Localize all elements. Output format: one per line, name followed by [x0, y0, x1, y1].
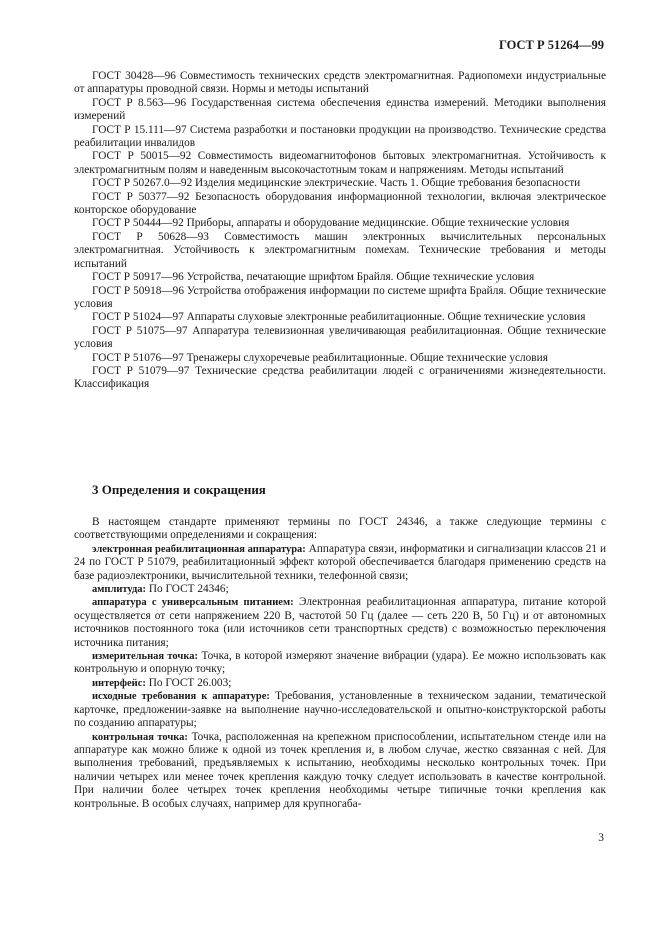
definition-term: интерфейс:	[92, 677, 146, 689]
reference-item: ГОСТ Р 51079—97 Технические средства реабилитации людей с ограничениями жизнедеятельности. Классификация	[74, 364, 606, 391]
definition-term: контрольная точка:	[92, 731, 188, 743]
definition-item	[74, 543, 606, 583]
reference-item: ГОСТ Р 15.111—97 Система разработки и постановки продукции на производство. Технические средства реабилитации инвалидов	[74, 123, 606, 150]
reference-item: ГОСТ 30428—96 Совместимость технических средств электромагнитная. Радиопомехи индустриальные от аппаратуры проводной связи. Нормы и методы испытаний	[74, 70, 606, 96]
definition-text: Точка, расположенная на крепежном приспособлении, испытательном стенде или на аппаратуре как можно ближе к одной из точек крепления и, в любом случае, жестко связанная с ней. Для выполнения требований, предъявляемых к испытанию, необходимы несколько контрольных точек. При наличии четырех или менее точек крепления каждую точку следует использовать в качестве контрольной. При наличии более четырех точек крепления необходимы четыре типичные точки крепления как контрольные. В особых случаях, например для крупногаба-	[74, 730, 606, 810]
definition-text: Точка, в которой измеряют значение вибрации (удара). Ее можно использовать как контрольную и опорную точку;	[74, 650, 606, 676]
definition-item	[74, 583, 606, 596]
intro-paragraph: В настоящем стандарте применяют термины по ГОСТ 24346, а также следующие термины с соответствующими определениями и сокращения:	[74, 516, 606, 542]
definition-text: Требования, установленные в техническом задании, тематической карточке, предложении-заявке на выполнение научно-исследовательской и опытно-конструкторской работы по созданию аппаратуры;	[74, 690, 606, 730]
definitions-section	[74, 516, 606, 811]
definition-term: аппаратура с универсальным питанием:	[92, 597, 294, 609]
definition-item	[74, 650, 606, 677]
section-title: 3 Определения и сокращения	[92, 482, 266, 497]
definition-term: исходные требования к аппаратуре:	[92, 691, 270, 703]
reference-item: ГОСТ Р 50917—96 Устройства, печатающие шрифтом Брайля. Общие технические условия	[92, 271, 535, 284]
definition-term: измерительная точка:	[92, 651, 198, 663]
definition-text: Электронная реабилитационная аппаратура, питание которой осуществляется от сети напряжением 220 В, частотой 50 Гц (далее — сеть 220 В, 50 Гц) и от автономных источников постоянного тока (или источников сети транспортных средств) с возможностью переключения источника питания;	[74, 596, 606, 649]
definition-item	[74, 677, 606, 690]
reference-item: ГОСТ Р 50377—92 Безопасность оборудования информационной технологии, включая электрическое конторское оборудование	[74, 190, 606, 217]
normative-references	[74, 70, 606, 392]
definition-item	[74, 690, 606, 730]
definition-text: Аппаратура связи, информатики и сигнализации классов 21 и 24 по ГОСТ Р 51079, реабилитационный эффект которой обеспечивается благодаря применению средств на базе радиоэлектроники, вычислительной техники, телефонной связи;	[74, 542, 606, 582]
definition-term: электронная реабилитационная аппаратура:	[92, 543, 306, 555]
reference-item: ГОСТ Р 8.563—96 Государственная система обеспечения единства измерений. Методики выполнения измерений	[74, 96, 606, 123]
definition-text: По ГОСТ 24346;	[146, 583, 229, 596]
definition-item	[74, 596, 606, 650]
page-number: 3	[598, 832, 604, 844]
reference-item: ГОСТ Р 50267.0—92 Изделия медицинские электрические. Часть 1. Общие требования безопасности	[92, 177, 581, 190]
document-header: ГОСТ Р 51264—99	[498, 38, 604, 52]
reference-item: ГОСТ Р 50444—92 Приборы, аппараты и оборудование медицинские. Общие технические условия	[92, 217, 570, 230]
definition-text: По ГОСТ 26.003;	[145, 676, 232, 689]
definition-item	[74, 731, 606, 811]
definition-term: амплитуда:	[92, 584, 147, 596]
reference-item: ГОСТ Р 51075—97 Аппаратура телевизионная увеличивающая реабилитационная. Общие технические условия	[74, 324, 606, 351]
reference-item: ГОСТ Р 50628—93 Совместимость машин электронных вычислительных персональных электромагнитная. Устойчивость к электромагнитным помехам. Технические требования и методы испытаний	[74, 230, 606, 270]
reference-item: ГОСТ Р 51076—97 Тренажеры слухоречевые реабилитационные. Общие технические условия	[92, 351, 548, 364]
reference-item: ГОСТ Р 50015—92 Совместимость видеомагнитофонов бытовых электромагнитная. Устойчивость к электромагнитным полям и наведенным высокочастотным токам и напряжениям. Методы испытаний	[74, 150, 606, 176]
reference-item: ГОСТ Р 50918—96 Устройства отображения информации по системе шрифта Брайля. Общие технические условия	[74, 284, 606, 310]
reference-item: ГОСТ Р 51024—97 Аппараты слуховые электронные реабилитационные. Общие технические условия	[92, 311, 586, 324]
